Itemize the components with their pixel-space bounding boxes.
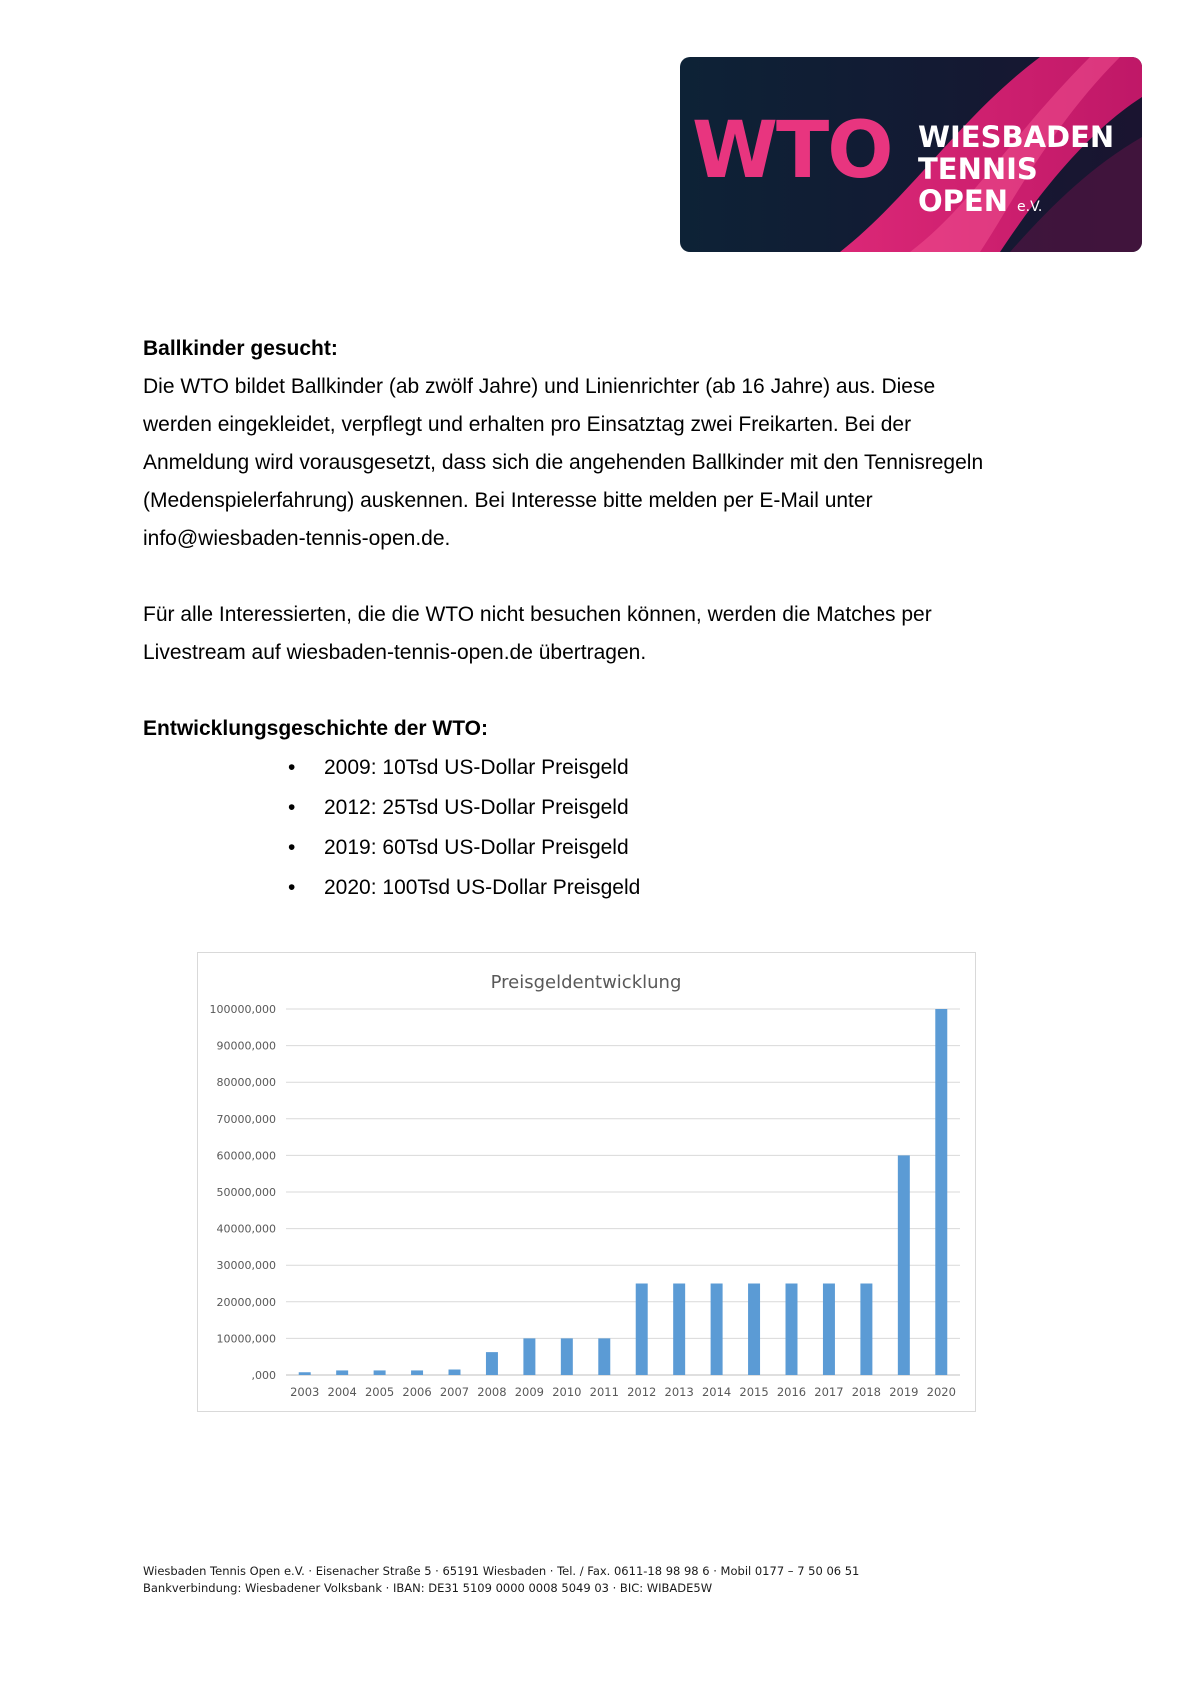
x-tick-label: 2010 xyxy=(552,1385,582,1399)
bar-2019 xyxy=(898,1155,910,1375)
x-tick-label: 2020 xyxy=(926,1385,956,1399)
bar-2013 xyxy=(673,1284,685,1376)
para-line: Livestream auf wiesbaden-tennis-open.de übertragen. xyxy=(143,641,647,664)
bar-2016 xyxy=(786,1284,798,1376)
x-tick-label: 2004 xyxy=(327,1385,357,1399)
logo-line3: OPEN xyxy=(918,184,1008,218)
logo-suffix: e.V. xyxy=(1017,199,1043,215)
y-tick-label: 50000,000 xyxy=(216,1186,276,1199)
y-tick-label: 40000,000 xyxy=(216,1222,276,1236)
y-tick-label: 30000,000 xyxy=(216,1259,276,1273)
y-tick-label: 10000,000 xyxy=(216,1332,276,1346)
bar-2017 xyxy=(823,1284,835,1376)
bar-2007 xyxy=(449,1370,461,1375)
y-tick-label: 60000,000 xyxy=(216,1149,276,1163)
footer xyxy=(143,1563,1093,1597)
para-line: Für alle Interessierten, die die WTO nicht besuchen können, werden die Matches per xyxy=(143,603,932,626)
y-tick-label: ,000 xyxy=(251,1369,276,1382)
para-line: Die WTO bildet Ballkinder (ab zwölf Jahre) und Linienrichter (ab 16 Jahre) aus. Diese xyxy=(143,375,936,398)
bullet-icon: • xyxy=(288,796,296,819)
logo-line1: WIESBADEN xyxy=(918,120,1115,154)
x-tick-label: 2014 xyxy=(701,1385,732,1399)
chart-title: Preisgeldentwicklung xyxy=(490,972,682,993)
footer-address: Wiesbaden Tennis Open e.V. · Eisenacher Straße 5 · 65191 Wiesbaden · Tel. / Fax. 0611-18 98 98 6 · Mobil 0177 – 7 50 06 51 xyxy=(143,1564,860,1578)
logo-abbr: WTO xyxy=(692,106,892,196)
x-tick-label: 2018 xyxy=(851,1385,882,1399)
bar-2009 xyxy=(523,1338,535,1375)
bar-2003 xyxy=(299,1372,311,1375)
list-item xyxy=(288,788,1053,828)
x-tick-label: 2013 xyxy=(664,1385,694,1399)
x-tick-label: 2006 xyxy=(402,1385,432,1399)
x-tick-label: 2007 xyxy=(439,1385,470,1399)
para-line: (Medenspielerfahrung) auskennen. Bei Interesse bitte melden per E-Mail unter xyxy=(143,489,873,512)
y-tick-label: 100000,000 xyxy=(209,1003,276,1016)
history-list xyxy=(143,748,1053,908)
y-tick-label: 80000,000 xyxy=(216,1076,276,1090)
list-item-text: 2019: 60Tsd US-Dollar Preisgeld xyxy=(324,836,629,859)
bar-2006 xyxy=(411,1370,423,1375)
bar-2005 xyxy=(374,1370,386,1375)
para-line: Anmeldung wird vorausgesetzt, dass sich die angehenden Ballkinder mit den Tennisregeln xyxy=(143,451,984,474)
bar-2012 xyxy=(636,1284,648,1376)
email-line: info@wiesbaden-tennis-open.de. xyxy=(143,527,451,550)
logo-graphic xyxy=(680,57,1142,252)
list-item xyxy=(288,828,1053,868)
para-line: werden eingekleidet, verpflegt und erhalten pro Einsatztag zwei Freikarten. Bei der xyxy=(143,413,912,436)
list-item-text: 2020: 100Tsd US-Dollar Preisgeld xyxy=(324,876,641,899)
y-tick-label: 90000,000 xyxy=(216,1039,276,1053)
x-tick-label: 2017 xyxy=(814,1385,844,1399)
prize-money-chart xyxy=(197,952,976,1412)
bar-2004 xyxy=(336,1370,348,1375)
bar-2018 xyxy=(860,1284,872,1376)
bullet-icon: • xyxy=(288,756,296,779)
list-item-text: 2012: 25Tsd US-Dollar Preisgeld xyxy=(324,796,629,819)
footer-bank: Bankverbindung: Wiesbadener Volksbank · IBAN: DE31 5109 0000 0008 5049 03 · BIC: WIBADE5W xyxy=(143,1581,713,1595)
list-item xyxy=(288,748,1053,788)
x-tick-label: 2011 xyxy=(589,1385,619,1399)
x-tick-label: 2003 xyxy=(290,1385,320,1399)
heading-entwicklung: Entwicklungsgeschichte der WTO: xyxy=(143,717,489,740)
bar-2010 xyxy=(561,1338,573,1375)
x-tick-label: 2009 xyxy=(514,1385,545,1399)
bar-2020 xyxy=(935,1009,947,1375)
bar-2011 xyxy=(598,1338,610,1375)
heading-ballkinder: Ballkinder gesucht: xyxy=(143,337,338,360)
wto-logo xyxy=(680,57,1142,252)
list-item xyxy=(288,868,1053,908)
x-tick-label: 2008 xyxy=(477,1385,507,1399)
y-tick-label: 70000,000 xyxy=(216,1112,276,1126)
x-tick-label: 2016 xyxy=(776,1385,807,1399)
chart-svg xyxy=(198,953,975,1411)
bar-2014 xyxy=(711,1284,723,1376)
letter-body xyxy=(143,330,1053,908)
logo-line2: TENNIS xyxy=(918,152,1038,186)
bar-2015 xyxy=(748,1284,760,1376)
x-tick-label: 2012 xyxy=(627,1385,657,1399)
bullet-icon: • xyxy=(288,876,296,899)
x-tick-label: 2019 xyxy=(889,1385,919,1399)
y-tick-label: 20000,000 xyxy=(216,1295,276,1309)
list-item-text: 2009: 10Tsd US-Dollar Preisgeld xyxy=(324,756,629,779)
x-tick-label: 2015 xyxy=(739,1385,769,1399)
bullet-icon: • xyxy=(288,836,296,859)
x-tick-label: 2005 xyxy=(364,1385,395,1399)
bar-2008 xyxy=(486,1352,498,1375)
